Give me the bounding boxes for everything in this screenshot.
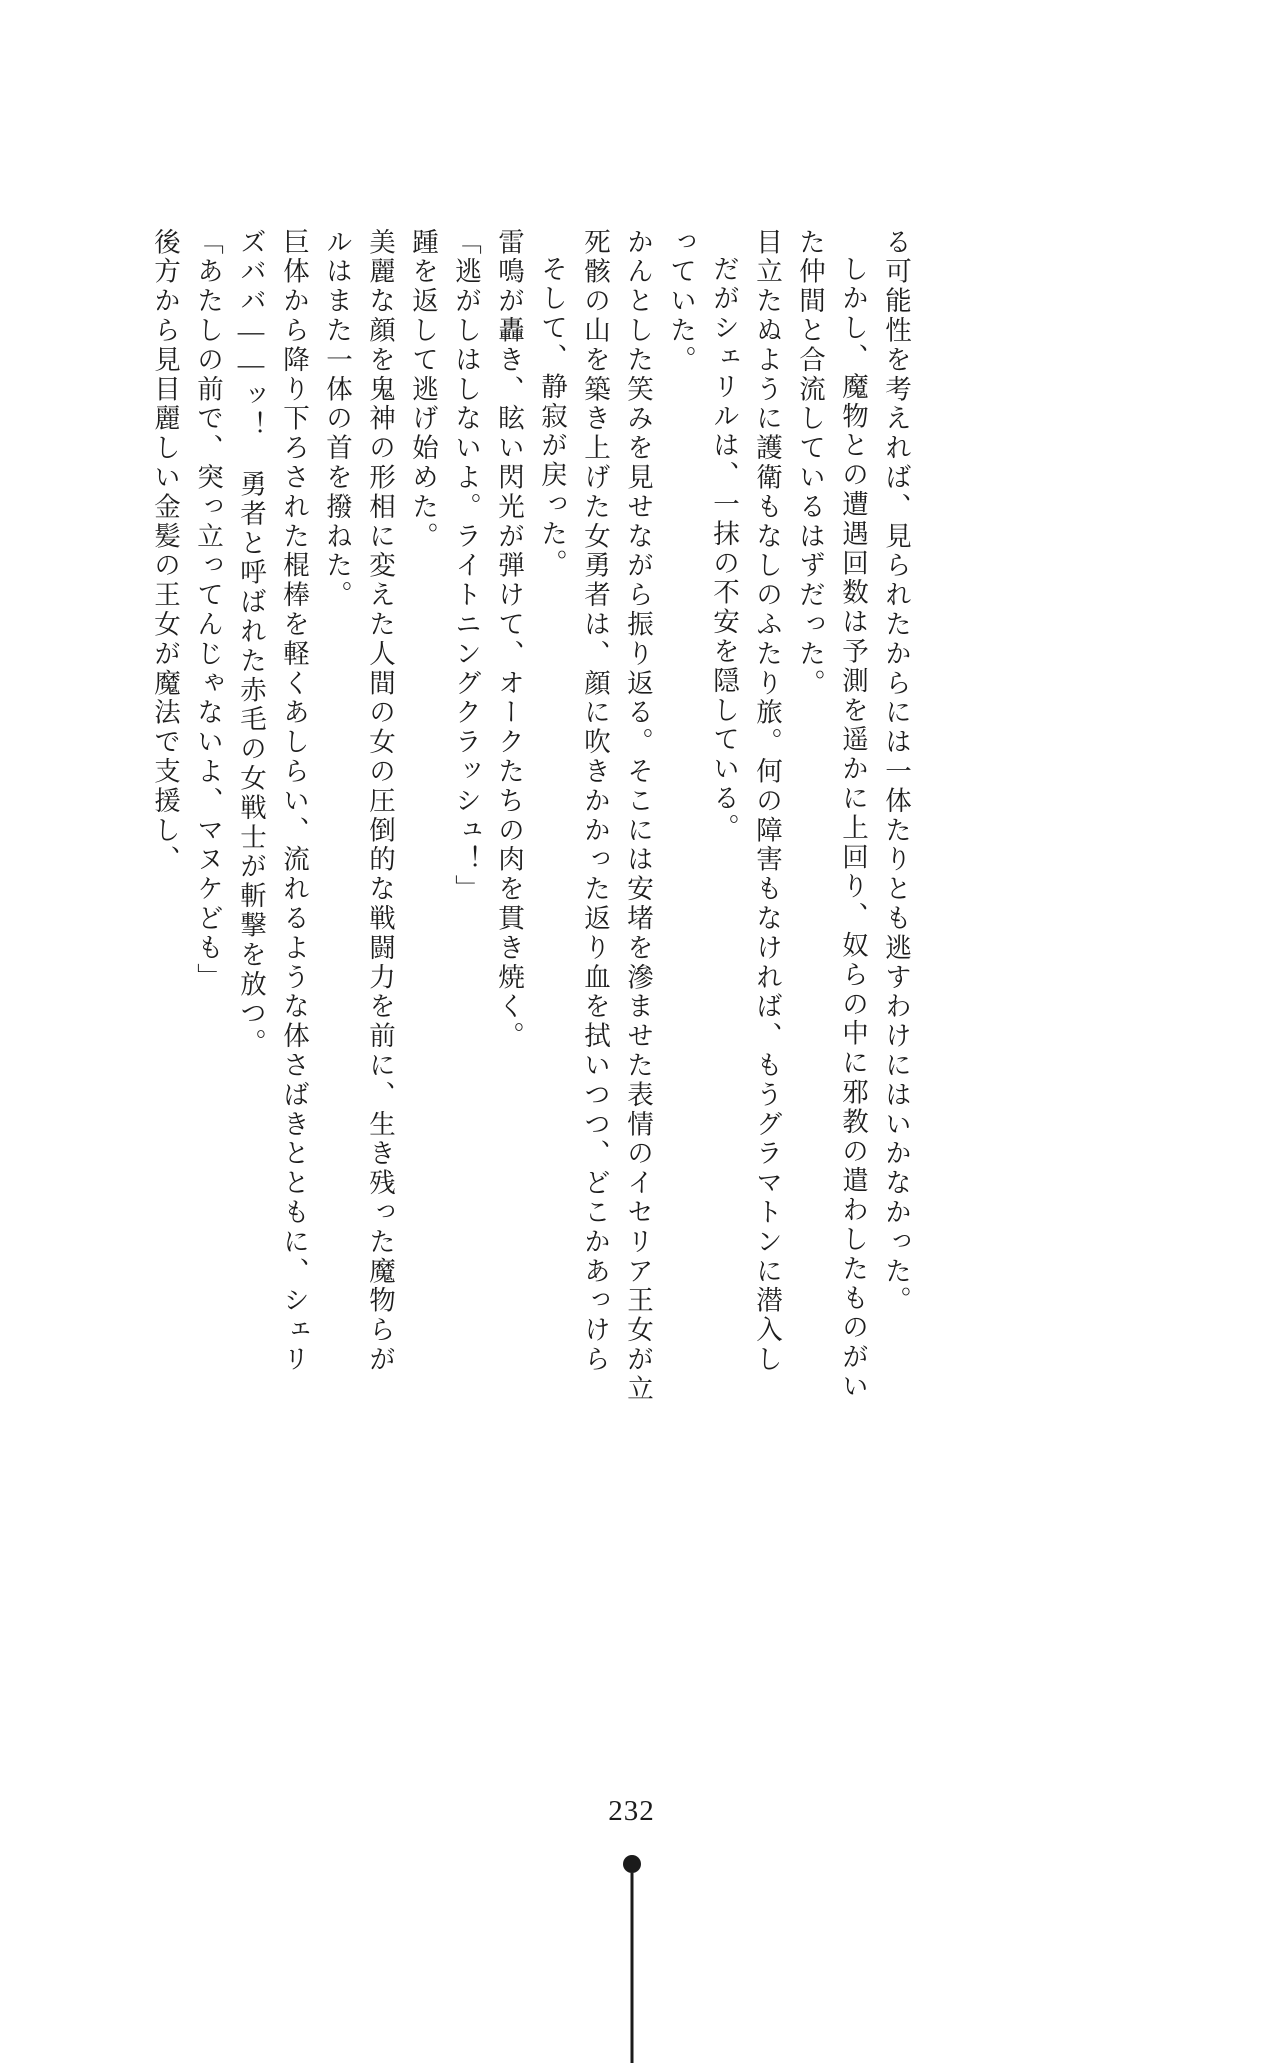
text-column: だがシェリルは、一抹の不安を隠している。: [709, 255, 739, 843]
footer-ornament-line: [630, 1873, 633, 2063]
text-column: ズババ――ッ！ 勇者と呼ばれた赤毛の女戦士が斬撃を放つ。: [236, 228, 266, 1059]
text-column: 「あたしの前で、突っ立ってんじゃないよ、マヌケども」: [193, 228, 223, 993]
vertical-text-body: [135, 228, 1145, 1538]
text-column: 後方から見目麗しい金髪の王女が魔法で支援し、: [150, 228, 180, 875]
text-column: 目立たぬように護衛もなしのふたり旅。何の障害もなければ、もうグラマトンに潜入し: [752, 228, 782, 1375]
footer-ornament-dot: [623, 1855, 641, 1873]
text-column: そして、静寂が戻った。: [537, 255, 567, 579]
text-column: 雷鳴が轟き、眩い閃光が弾けて、オークたちの肉を貫き焼く。: [494, 228, 524, 1052]
text-column: 踵を返して逃げ始めた。: [408, 228, 438, 552]
page-number: 232: [608, 1795, 655, 1827]
text-column: 美麗な顔を鬼神の形相に変えた人間の女の圧倒的な戦闘力を前に、生き残った魔物らが: [365, 228, 395, 1375]
text-column: かんとした笑みを見せながら振り返る。そこには安堵を滲ませた表情のイセリア王女が立: [623, 228, 653, 1404]
text-column: ルはまた一体の首を撥ねた。: [322, 228, 352, 611]
text-column: っていた。: [666, 228, 696, 375]
text-column: る可能性を考えれば、見られたからには一体たりとも逃すわけにはいかなかった。: [881, 228, 911, 1316]
text-column: 「逃がしはしないよ。ライトニングクラッシュ！」: [451, 228, 481, 905]
text-column: 巨体から降り下ろされた棍棒を軽くあしらい、流れるような体さばきとともに、シェリ: [279, 228, 309, 1375]
text-column: しかし、魔物との遭遇回数は予測を遥かに上回り、奴らの中に邪教の遣わしたものがい: [838, 255, 868, 1402]
text-column: た仲間と合流しているはずだった。: [795, 228, 825, 699]
text-column: 死骸の山を築き上げた女勇者は、顔に吹きかかった返り血を拭いつつ、どこかあっけら: [580, 228, 610, 1375]
